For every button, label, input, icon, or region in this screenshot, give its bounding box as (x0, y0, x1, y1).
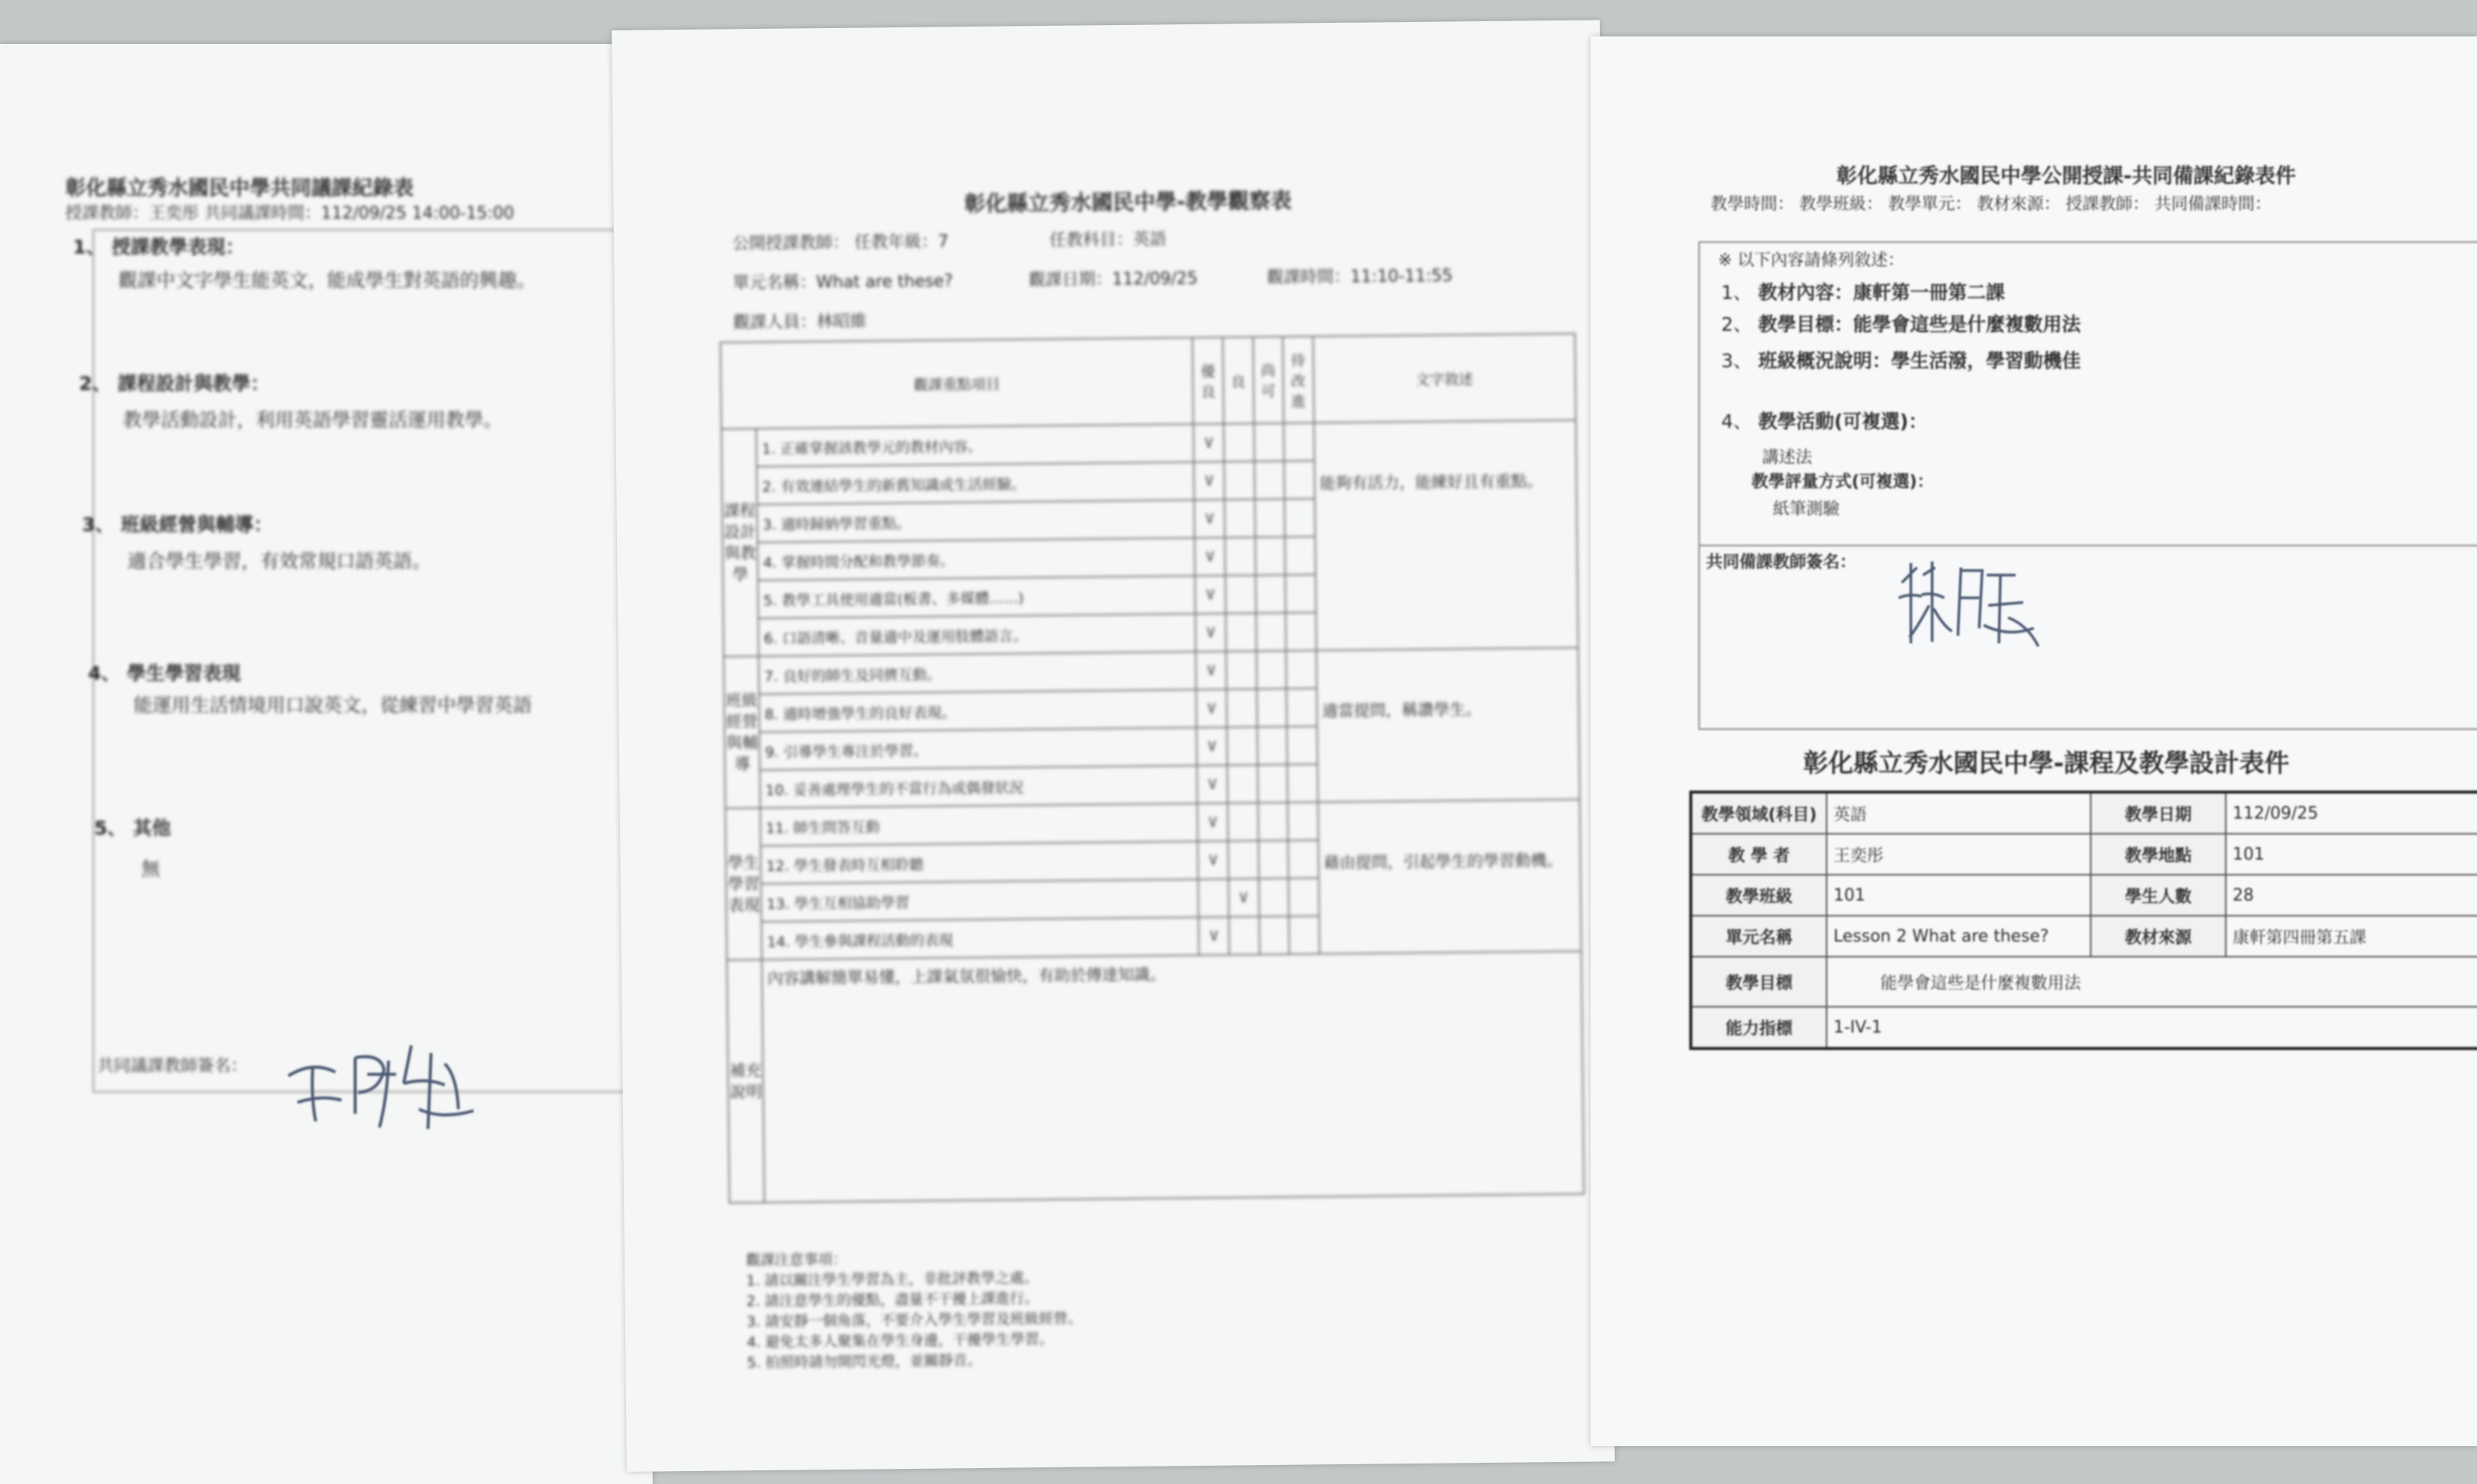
observation-item: 3. 適時歸納學習重點。 (757, 500, 1195, 542)
rating-cell-ok (1254, 499, 1285, 537)
design-value: 101 (2226, 834, 2477, 875)
rating-cell-ok (1258, 841, 1289, 879)
observation-date: 觀課日期：112/09/25 (1028, 269, 1198, 291)
record-item-text: 班級概況說明：學生活潑，學習動機佳 (1758, 350, 2081, 372)
rating-cell-good (1226, 689, 1257, 727)
rating-cell-excellent (1195, 576, 1226, 614)
design-label: 能力指標 (1691, 1007, 1827, 1049)
record-intro: ※ 以下內容請條列敘述： (1718, 251, 1905, 270)
observation-teacher: 公開授課教師： 任教年級：7 (732, 232, 949, 254)
record-item-num: 1、 (1721, 281, 1752, 303)
design-label: 教學日期 (2091, 792, 2226, 834)
rating-cell-good (1223, 423, 1254, 461)
design-row (1691, 875, 2477, 916)
record-item-num: 4、 (1721, 410, 1752, 432)
rating-cell-excellent (1198, 879, 1229, 917)
check-mark: V (1208, 776, 1217, 793)
right-sheet (1591, 36, 2477, 1446)
rating-cell-improve (1288, 840, 1318, 878)
record-activity: 講述法 (1762, 448, 1813, 467)
rating-cell-excellent (1197, 728, 1227, 766)
design-label: 教學地點 (2091, 834, 2226, 875)
rating-cell-improve (1286, 650, 1317, 688)
observation-item: 1. 正確掌握該教學元的教材內容。 (757, 424, 1194, 467)
design-table (1689, 791, 2477, 1050)
signature-label: 共同議課教師簽名： (97, 1057, 248, 1076)
rating-cell-ok (1256, 613, 1286, 651)
rating-cell-ok (1257, 765, 1288, 803)
table-header-row (720, 334, 1575, 429)
observation-item: 12. 學生發表時互相聆聽 (760, 841, 1198, 884)
section-heading: 4、 學生學習表現 (88, 662, 241, 684)
observer: 觀課人員：林昭維 (732, 312, 867, 333)
observation-item: 10. 妥善處理學生的不當行為或偶發狀況 (760, 766, 1198, 808)
rating-cell-improve (1287, 726, 1317, 764)
design-label: 教 學 者 (1691, 834, 1827, 875)
observation-title: 彰化縣立秀水國民中學-教學觀察表 (964, 187, 1292, 217)
rating-cell-improve (1287, 764, 1317, 802)
observation-item: 8. 適時增強學生的良好表現。 (759, 690, 1197, 732)
record-item-text: 教材內容：康軒第一冊第二課 (1758, 281, 2005, 303)
design-value: 112/09/25 (2226, 792, 2477, 834)
rating-cell-good (1225, 537, 1255, 575)
observation-time: 觀課時間：11:10-11:55 (1267, 266, 1453, 288)
record-item (1721, 346, 2081, 373)
rating-cell-improve (1284, 423, 1314, 461)
supplement-row (727, 951, 1584, 1203)
rating-cell-ok (1257, 727, 1287, 765)
rating-cell-good (1228, 841, 1258, 879)
rating-cell-improve (1286, 612, 1316, 650)
record-item (1721, 278, 2005, 305)
check-mark: V (1209, 852, 1218, 869)
check-mark: V (1205, 549, 1214, 565)
check-mark: V (1205, 511, 1214, 527)
rating-cell-ok (1258, 879, 1289, 916)
rating-cell-excellent (1195, 614, 1226, 652)
left-sheet-title: 彰化縣立秀水國民中學共同議課紀錄表 (65, 177, 414, 200)
design-row (1691, 834, 2477, 875)
record-item-text: 教學活動(可複選)： (1758, 410, 1928, 432)
record-assessment-label: 教學評量方式(可複選)： (1752, 473, 1934, 492)
section-body: 能運用生活情境用口說英文，從練習中學習英語 (134, 694, 533, 716)
observation-item: 4. 掌握時間分配和教學節奏。 (757, 538, 1195, 580)
observation-item: 14. 學生參與課程活動的表現 (761, 917, 1199, 960)
rating-cell-excellent (1198, 766, 1228, 803)
rating-cell-good (1226, 613, 1256, 651)
section-heading: 5、 其他 (94, 817, 172, 839)
left-sheet-info: 授課教師：王奕彤 共同議課時間：112/09/25 14:00-15:00 (65, 204, 515, 223)
observation-row (725, 800, 1580, 847)
header-item: 觀課重點項目 (720, 338, 1194, 429)
check-mark: V (1207, 738, 1216, 755)
design-label: 教學目標 (1691, 957, 1827, 1007)
design-value: 101 (1827, 875, 2091, 916)
observation-item: 11. 師生問答互動 (760, 803, 1198, 846)
rating-cell-good (1224, 499, 1254, 537)
rating-cell-good (1227, 765, 1257, 803)
rating-cell-excellent (1197, 690, 1227, 728)
rating-cell-improve (1289, 878, 1319, 916)
left-sheet (0, 44, 653, 1484)
rating-cell-good (1228, 803, 1258, 841)
rating-cell-improve (1289, 916, 1319, 954)
design-label: 教學領域(科目) (1691, 792, 1827, 834)
check-mark: V (1207, 662, 1216, 679)
rating-cell-ok (1254, 423, 1284, 461)
observation-unit: 單元名稱：What are these? (732, 272, 953, 294)
rating-cell-excellent (1194, 462, 1224, 500)
category-label: 學生學習表現 (725, 808, 762, 960)
co-sign-label: 共同備課教師簽名： (1706, 553, 1857, 572)
header-good: 良 (1223, 337, 1254, 423)
design-title: 彰化縣立秀水國民中學-課程及教學設計表件 (1803, 748, 2290, 778)
rating-cell-excellent (1194, 538, 1225, 576)
rating-cell-ok (1256, 651, 1286, 689)
rating-cell-improve (1285, 498, 1315, 536)
rating-cell-excellent (1198, 841, 1229, 879)
rating-cell-good (1227, 727, 1257, 765)
record-item-text: 教學目標：能學會這些是什麼複數用法 (1758, 313, 2081, 335)
category-label: 課程設計與教學 (722, 429, 759, 656)
design-row (1691, 916, 2477, 957)
design-label: 單元名稱 (1691, 916, 1827, 957)
notes-title: 觀課注意事項： (745, 1250, 848, 1269)
check-mark: V (1208, 814, 1217, 831)
design-value: 康軒第四冊第五課 (2226, 916, 2477, 957)
rating-cell-good (1224, 461, 1254, 499)
design-row (1691, 1007, 2477, 1049)
supplement-text: 內容講解簡單易懂，上課氣氛很愉快，有助於傳達知識。 (762, 951, 1584, 1203)
record-header: 教學時間： 教學班級： 教學單元： 教材來源： 授課教師： 共同備課時間： (1711, 195, 2271, 214)
observation-row (722, 420, 1576, 467)
handwritten-signature (282, 1030, 480, 1137)
category-label: 班級經營與輔導 (724, 656, 760, 808)
note-item: 4. 避免太多人聚集在學生身邊，干擾學生學習。 (747, 1330, 1054, 1351)
rating-cell-improve (1288, 802, 1318, 840)
category-comment: 能夠有活力，能練好且有重點。 (1314, 420, 1578, 651)
design-row (1691, 792, 2477, 834)
check-mark: V (1239, 890, 1248, 907)
observation-row (724, 648, 1578, 695)
check-mark: V (1204, 435, 1213, 451)
section-body: 適合學生學習，有效常規口語英語。 (127, 550, 432, 572)
category-comment: 適當提問，稱讚學生。 (1316, 648, 1579, 803)
note-item: 1. 請以關注學生學習為主，非批評教學之處。 (746, 1269, 1039, 1290)
section-heading: 3、 班級經營與輔導： (82, 514, 273, 536)
rating-cell-ok (1255, 537, 1286, 575)
header-excellent: 優良 (1193, 338, 1224, 424)
design-row (1691, 957, 2477, 1007)
check-mark: V (1206, 624, 1216, 641)
design-value: 能學會這些是什麼複數用法 (1827, 957, 2477, 1007)
rating-cell-improve (1285, 536, 1315, 574)
design-label: 教材來源 (2091, 916, 2226, 957)
note-item: 5. 拍照時請勿開閃光燈，並關靜音。 (747, 1351, 982, 1372)
section-heading: 1、 授課教學表現： (73, 236, 245, 258)
rating-cell-improve (1284, 461, 1314, 498)
record-title: 彰化縣立秀水國民中學公開授課-共同備課紀錄表件 (1837, 165, 2296, 188)
observation-sheet (612, 20, 1615, 1472)
rating-cell-improve (1286, 574, 1316, 612)
rating-cell-excellent (1194, 424, 1224, 462)
design-value: 28 (2226, 875, 2477, 916)
check-mark: V (1206, 586, 1215, 603)
observation-item: 2. 有效連結學生的新舊知識或生活經驗。 (757, 462, 1194, 505)
header-comment: 文字敘述 (1313, 334, 1576, 423)
check-mark: V (1207, 700, 1216, 717)
design-value: Lesson 2 What are these? (1827, 916, 2091, 957)
rating-cell-ok (1255, 575, 1286, 613)
observation-item: 9. 引導學生專注於學習。 (760, 728, 1198, 770)
note-item: 2. 請注意學生的優點，盡量不干擾上課進行。 (746, 1290, 1039, 1310)
design-label: 教學班級 (1691, 875, 1827, 916)
header-improve: 待改進 (1283, 336, 1314, 423)
note-item: 3. 請安靜一個角落，不要介入學生學習及班級經營。 (746, 1310, 1083, 1331)
section-body: 無 (141, 858, 161, 880)
observation-subject: 任教科目：英語 (1049, 230, 1167, 250)
rating-cell-good (1229, 879, 1259, 916)
design-value: 1-IV-1 (1827, 1007, 2477, 1049)
observation-table (719, 333, 1585, 1204)
design-value: 王奕彤 (1827, 834, 2091, 875)
record-item (1721, 407, 1928, 434)
rating-cell-ok (1259, 916, 1289, 954)
section-body: 觀課中文字學生能英文，能成學生對英語的興趣。 (118, 269, 537, 291)
check-mark: V (1210, 928, 1219, 945)
rating-cell-good (1226, 651, 1257, 689)
observation-item: 6. 口語清晰、音量適中及運用肢體語言。 (758, 614, 1196, 656)
record-assessment: 紙筆測驗 (1773, 500, 1840, 519)
observation-notes (746, 1247, 1083, 1374)
observation-item: 5. 教學工具使用適當(板書、多媒體……) (758, 576, 1196, 618)
section-body: 教學活動設計，利用英語學習靈活運用教學。 (123, 409, 503, 431)
rating-cell-ok (1257, 689, 1287, 727)
design-label: 學生人數 (2091, 875, 2226, 916)
design-value: 英語 (1827, 792, 2091, 834)
rating-cell-ok (1257, 803, 1288, 841)
supplement-label: 補充說明 (727, 960, 765, 1203)
header-ok: 尚可 (1253, 337, 1284, 423)
rating-cell-good (1226, 575, 1256, 613)
observation-item: 7. 良好的師生及同儕互動。 (759, 652, 1197, 694)
rating-cell-ok (1254, 461, 1285, 499)
rating-cell-improve (1286, 688, 1317, 726)
check-mark: V (1204, 473, 1213, 489)
rating-cell-excellent (1194, 500, 1225, 538)
category-comment: 藉由提問，引起學生的學習動機。 (1317, 800, 1581, 954)
record-item-num: 2、 (1721, 313, 1752, 335)
co-sign-signature (1894, 552, 2046, 666)
rating-cell-excellent (1196, 652, 1226, 690)
record-item (1721, 310, 2081, 337)
rating-cell-excellent (1198, 803, 1228, 841)
record-item-num: 3、 (1721, 350, 1752, 372)
record-divider (1700, 545, 2477, 546)
section-heading: 2、 課程設計與教學： (79, 373, 270, 395)
rating-cell-excellent (1199, 917, 1229, 955)
observation-item: 13. 學生互相協助學習 (761, 879, 1199, 922)
rating-cell-good (1229, 916, 1259, 954)
